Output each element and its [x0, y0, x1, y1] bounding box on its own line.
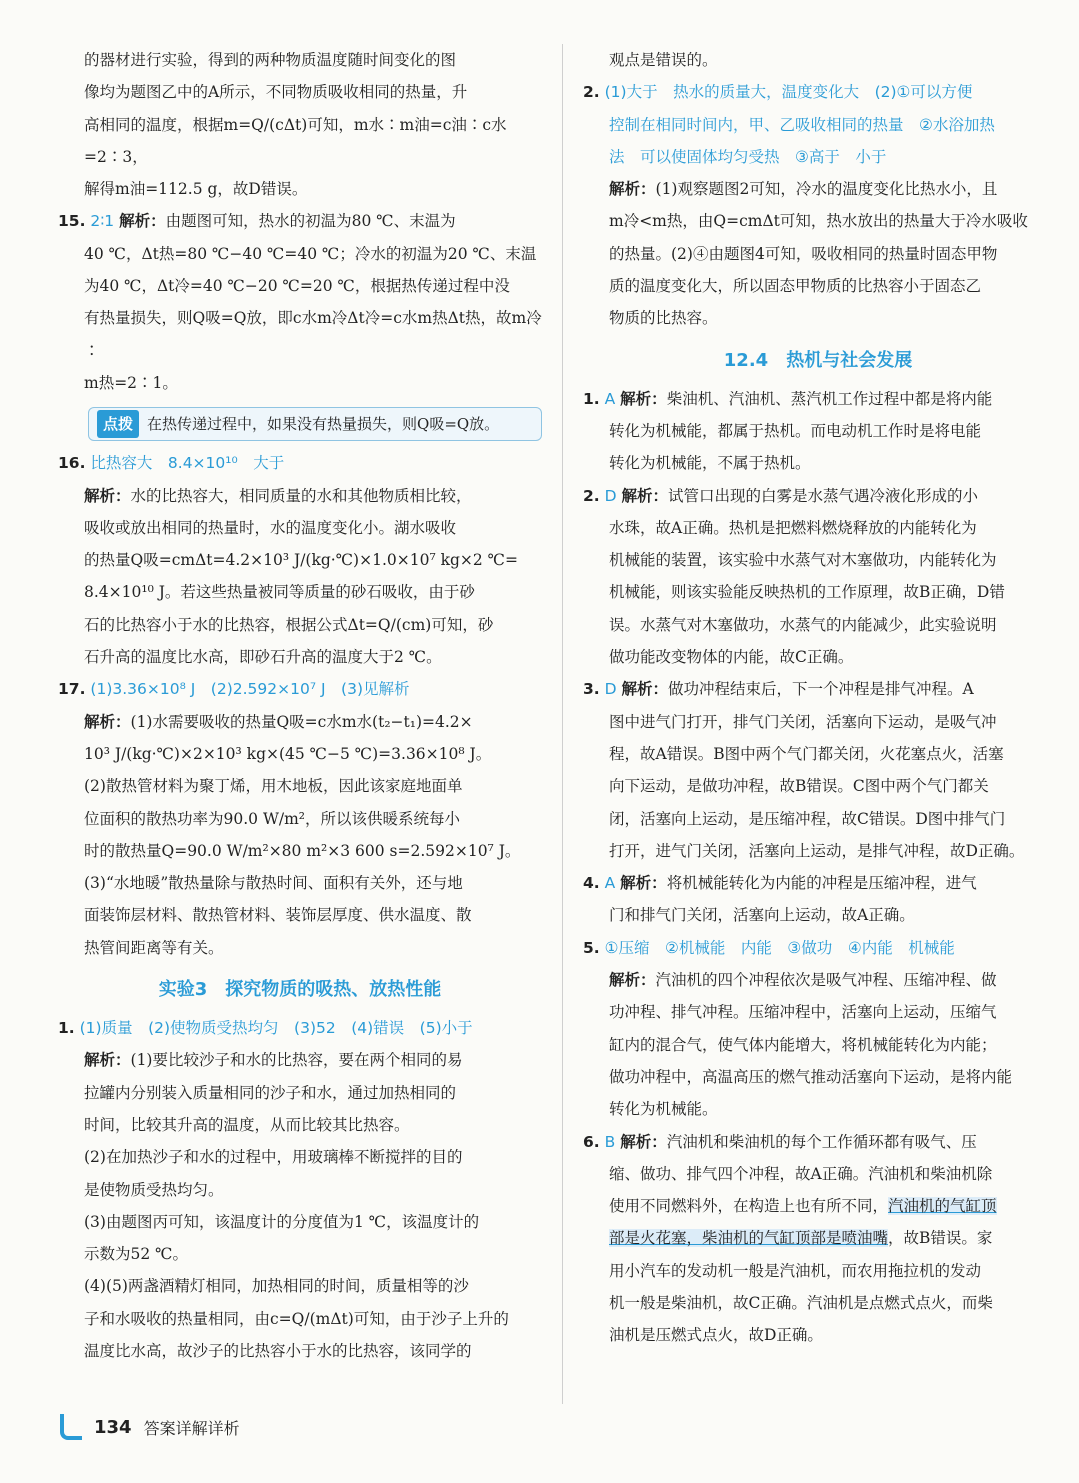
text-line: 门和排气门关闭，活塞向上运动，故A正确。	[609, 906, 915, 925]
answer: D	[604, 486, 617, 505]
question-number: 2.	[583, 83, 600, 102]
highlighted-text: 汽油机的气缸顶	[888, 1197, 997, 1216]
text-line: 的热量。(2)④由题图4可知，吸收相同的热量时固态甲物	[609, 244, 998, 263]
text-line: 子和水吸收的热量相同，由c=Q/(mΔt)可知，由于沙子上升的	[84, 1309, 509, 1328]
text: 由题图可知，热水的初温为80 ℃、末温为	[165, 212, 456, 231]
experiment-question-2	[583, 76, 1053, 108]
answer: D	[604, 680, 617, 699]
text-line: 观点是错误的。	[609, 51, 718, 69]
text-line: 转化为机械能，都属于热机。而电动机工作时是将电能	[609, 421, 982, 440]
text-line: 有热量损失，则Q吸=Q放，即c水m冷Δt冷=c水m热Δt热，故m冷∶	[84, 309, 542, 360]
page-number: 134	[94, 1416, 132, 1438]
text-line: 缸内的混合气，使气体内能增大，将机械能转化为内能；	[609, 1035, 997, 1054]
text-line: 用小汽车的发动机一般是汽油机，而农用拖拉机的发动	[609, 1261, 982, 1280]
analysis-label: 解析：	[84, 486, 131, 505]
analysis-label: 解析：	[609, 180, 656, 199]
question-number: 4.	[583, 874, 600, 893]
tip-box	[88, 407, 542, 441]
text-line: 是使物质受热均匀。	[84, 1180, 224, 1199]
text-line: 石的比热容小于水的比热容，根据公式Δt=Q/(cm)可知，砂	[84, 615, 494, 634]
text: 做功冲程结束后，下一个冲程是排气冲程。A	[668, 680, 974, 699]
question-number: 15.	[58, 212, 86, 231]
text-line	[58, 1044, 542, 1076]
analysis-label: 解析：	[620, 389, 667, 408]
text-line: 示数为52 ℃。	[84, 1245, 188, 1264]
text-line: 10³ J/(kg·℃)×2×10³ kg×(45 ℃−5 ℃)=3.36×10⁸ J。	[84, 744, 492, 763]
text: 柴油机、汽油机、蒸汽机工作过程中都是将内能	[666, 389, 993, 408]
question-1	[583, 383, 1053, 415]
question-16	[58, 447, 542, 479]
analysis-label: 解析：	[621, 486, 669, 505]
experiment-question-1	[58, 1012, 542, 1044]
text-line: 8.4×10¹⁰ J。若这些热量被同等质量的砂石吸收，由于砂	[84, 583, 475, 602]
text-line: 转化为机械能。	[609, 1100, 718, 1119]
text-line	[583, 1222, 1053, 1254]
text-line	[583, 173, 1053, 205]
answer-line: 法 可以使固体均匀受热 ③高于 小于	[609, 147, 887, 166]
answer: A	[604, 874, 616, 893]
question-number: 16.	[58, 454, 86, 473]
text-line: 时间，比较其升高的温度，从而比较其比热容。	[84, 1115, 410, 1134]
section-heading: 实验3 探究物质的吸热、放热性能	[158, 979, 442, 1001]
question-6	[583, 1126, 1053, 1158]
question-number: 1.	[583, 389, 600, 408]
text-line: (4)(5)两盏酒精灯相同，加热相同的时间，质量相等的沙	[84, 1277, 469, 1296]
text-line	[583, 964, 1053, 996]
text-line	[58, 480, 542, 512]
answer: (1)3.36×10⁸ J (2)2.592×10⁷ J (3)见解析	[90, 680, 410, 699]
analysis-label: 解析：	[621, 680, 669, 699]
text-line: 缩、做功、排气四个冲程，故A正确。汽油机和柴油机除	[609, 1164, 993, 1183]
text-line: 热管间距离等有关。	[84, 938, 224, 957]
text-line: 向下运动，是做功冲程，故B错误。C图中两个气门都关	[609, 777, 989, 796]
text: 汽油机的四个冲程依次是吸气冲程、压缩冲程、做	[655, 971, 997, 990]
question-4	[583, 867, 1053, 899]
text: 汽油机和柴油机的每个工作循环都有吸气、压	[666, 1132, 977, 1151]
text-line: 机械能的装置，该实验中水蒸气对木塞做功，内能转化为	[609, 551, 997, 570]
text-line: m热=2∶1。	[84, 373, 178, 392]
page-corner-icon	[60, 1414, 82, 1440]
left-column	[58, 44, 542, 1367]
text-line: 水珠，故A正确。热机是把燃料燃烧释放的内能转化为	[609, 518, 977, 537]
text-line: 程，故A错误。B图中两个气门都关闭，火花塞点火，活塞	[609, 744, 1004, 763]
text-line: 高相同的温度，根据m=Q/(cΔt)可知，m水∶m油=c油∶c水=2∶3，	[84, 115, 507, 166]
text-line: 做功冲程中，高温高压的燃气推动活塞向下运动，是将内能	[609, 1067, 1013, 1086]
question-3	[583, 673, 1053, 705]
text-line: 的热量Q吸=cmΔt=4.2×10³ J/(kg·℃)×1.0×10⁷ kg×2 ℃=	[84, 551, 519, 570]
column-divider	[562, 44, 563, 1404]
text-line: 像均为题图乙中的A所示，不同物质吸收相同的热量，升	[84, 83, 468, 102]
question-2	[583, 480, 1053, 512]
text: (1)水需要吸收的热量Q吸=c水m水(t₂−t₁)=4.2×	[130, 712, 473, 731]
analysis-label: 解析：	[620, 1132, 667, 1151]
section-heading: 12.4 热机与社会发展	[723, 349, 913, 371]
text-line: 吸收或放出相同的热量时，水的温度变化小。湖水吸收	[84, 518, 457, 537]
text: 水的比热容大，相同质量的水和其他物质相比较，	[130, 486, 472, 505]
text-line: 的器材进行实验，得到的两种物质温度随时间变化的图	[84, 51, 457, 69]
question-number: 6.	[583, 1132, 600, 1151]
answer: A	[604, 389, 616, 408]
text-line: 闭，活塞向上运动，是压缩冲程，故C错误。D图中排气门	[609, 809, 1006, 828]
text-line: (2)在加热沙子和水的过程中，用玻璃棒不断搅拌的目的	[84, 1148, 463, 1167]
question-number: 5.	[583, 938, 600, 957]
text-line: 温度比水高，故沙子的比热容小于水的比热容，该同学的	[84, 1341, 472, 1360]
right-column	[583, 44, 1053, 1352]
text-line: 为40 ℃，Δt冷=40 ℃−20 ℃=20 ℃，根据热传递过程中没	[84, 277, 510, 296]
analysis-label: 解析：	[609, 971, 656, 990]
text-line: (3)“水地暖”散热量除与散热时间、面积有关外，还与地	[84, 874, 463, 893]
text-line: 面装饰层材料、散热管材料、装饰层厚度、供水温度、散	[84, 906, 472, 925]
text-line: (2)散热管材料为聚丁烯，用木地板，因此该家庭地面单	[84, 777, 463, 796]
text: 试管口出现的白雾是水蒸气遇冷液化形成的小	[668, 486, 979, 505]
text-line: 误。水蒸气对木塞做功，水蒸气的内能减少，此实验说明	[609, 615, 997, 634]
text-line: 物质的比热容。	[609, 309, 718, 328]
text-line: 石升高的温度比水高，即砂石升高的温度大于2 ℃。	[84, 648, 442, 667]
text-line: 时的散热量Q=90.0 W/m²×80 m²×3 600 s=2.592×10⁷ J。	[84, 841, 521, 860]
analysis-label: 解析：	[119, 212, 166, 231]
highlighted-text: 部是火花塞，柴油机的气缸顶部是喷油嘴	[609, 1229, 889, 1248]
text-line: 做功能改变物体的内能，故C正确。	[609, 648, 854, 667]
text: 将机械能转化为内能的冲程是压缩冲程，进气	[666, 874, 977, 893]
text-line: m冷<m热，由Q=cmΔt可知，热水放出的热量大于冷水吸收	[609, 212, 1028, 231]
question-number: 2.	[583, 486, 600, 505]
tip-badge: 点拨	[97, 410, 139, 438]
text-line: 机械能，则该实验能反映热机的工作原理，故B正确，D错	[609, 583, 1005, 602]
answer-line: 控制在相同时间内，甲、乙吸收相同的热量 ②水浴加热	[609, 115, 995, 134]
tip-text: 在热传递过程中，如果没有热量损失，则Q吸=Q放。	[147, 415, 500, 434]
text: (1)要比较沙子和水的比热容，要在两个相同的易	[130, 1051, 463, 1070]
text-line: 40 ℃，Δt热=80 ℃−40 ℃=40 ℃；冷水的初温为20 ℃、末温	[84, 244, 537, 263]
footer-title: 答案详解详析	[143, 1418, 240, 1438]
answer: B	[604, 1132, 616, 1151]
answer: ①压缩 ②机械能 内能 ③做功 ④内能 机械能	[604, 938, 955, 957]
text: 使用不同燃料外，在构造上也有所不同，	[609, 1197, 889, 1216]
text-line: 油机是压燃式点火，故D正确。	[609, 1326, 823, 1345]
text-line	[58, 706, 542, 738]
question-5	[583, 932, 1053, 964]
question-number: 3.	[583, 680, 600, 699]
text-line: 质的温度变化大，所以固态甲物质的比热容小于固态乙	[609, 277, 982, 296]
answer: 比热容大 8.4×10¹⁰ 大于	[90, 454, 285, 473]
text: ，故B错误。家	[888, 1229, 993, 1248]
answer: 2∶1	[90, 212, 115, 231]
text-line: (3)由题图丙可知，该温度计的分度值为1 ℃，该温度计的	[84, 1212, 480, 1231]
text-line: 位面积的散热功率为90.0 W/m²，所以该供暖系统每小	[84, 809, 461, 828]
question-number: 1.	[58, 1019, 75, 1038]
text-line: 图中进气门打开，排气门关闭，活塞向下运动，是吸气冲	[609, 712, 997, 731]
question-number: 17.	[58, 680, 86, 699]
text-line: 功冲程、排气冲程。压缩冲程中，活塞向上运动，压缩气	[609, 1003, 997, 1022]
answer: (1)大于 热水的质量大，温度变化大 (2)①可以方便	[604, 83, 973, 102]
text-line: 转化为机械能，不属于热机。	[609, 454, 811, 473]
analysis-label: 解析：	[84, 1051, 131, 1070]
text-line: 拉罐内分别装入质量相同的沙子和水，通过加热相同的	[84, 1083, 457, 1102]
question-15	[58, 205, 542, 237]
text-line: 打开，进气门关闭，活塞向上运动，是排气冲程，故D正确。	[609, 841, 1025, 860]
text: (1)观察题图2可知，冷水的温度变化比热水小，且	[655, 180, 998, 199]
page-footer	[60, 1412, 240, 1442]
analysis-label: 解析：	[84, 712, 131, 731]
text-line: 解得m油=112.5 g，故D错误。	[84, 180, 308, 199]
text-line	[583, 1190, 1053, 1222]
analysis-label: 解析：	[620, 874, 667, 893]
answer: (1)质量 (2)使物质受热均匀 (3)52 (4)错误 (5)小于	[79, 1019, 473, 1038]
question-17	[58, 673, 542, 705]
text-line: 机一般是柴油机，故C正确。汽油机是点燃式点火，而柴	[609, 1293, 993, 1312]
